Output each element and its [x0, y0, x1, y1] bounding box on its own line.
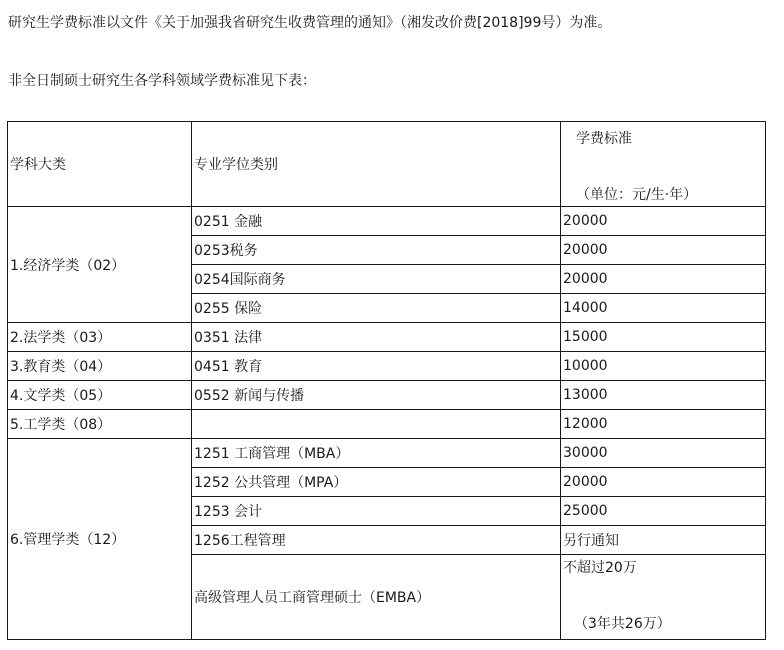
degree-cell: 1251 工商管理（MBA）	[192, 439, 561, 468]
header-fee-unit: （单位：元/生·年）	[576, 187, 698, 203]
degree-cell: 0451 教育	[192, 352, 561, 381]
fee-cell	[561, 555, 766, 640]
fee-cell: 20000	[561, 236, 766, 265]
fee-cell: 20000	[561, 468, 766, 497]
degree-cell: 0254国际商务	[192, 265, 561, 294]
fee-cell: 25000	[561, 497, 766, 526]
fee-cell: 15000	[561, 323, 766, 352]
fee-cell: 30000	[561, 439, 766, 468]
category-cell: 3.教育类（04）	[8, 352, 192, 381]
degree-cell: 0255 保险	[192, 294, 561, 323]
table-row	[8, 323, 766, 352]
fee-cell: 20000	[561, 265, 766, 294]
degree-cell: 1252 公共管理（MPA）	[192, 468, 561, 497]
category-cell: 5.工学类（08）	[8, 410, 192, 439]
degree-cell: 0552 新闻与传播	[192, 381, 561, 410]
category-cell: 2.法学类（03）	[8, 323, 192, 352]
intro-paragraph-fee-standard: 研究生学费标准以文件《关于加强我省研究生收费管理的通知》（湘发改价费[2018]99号）为准。	[8, 15, 612, 31]
degree-cell: 高级管理人员工商管理硕士（EMBA）	[192, 555, 561, 640]
degree-cell: 1253 会计	[192, 497, 561, 526]
header-fee-title: 学费标准	[576, 131, 632, 147]
category-cell: 1.经济学类（02）	[8, 207, 192, 323]
header-degree: 专业学位类别	[192, 122, 561, 207]
fee-cell: 10000	[561, 352, 766, 381]
fee-cap: 不超过20万	[563, 560, 637, 576]
fee-cell: 另行通知	[561, 526, 766, 555]
tuition-fee-table	[7, 121, 766, 640]
table-row	[8, 207, 766, 236]
degree-cell: 1256工程管理	[192, 526, 561, 555]
fee-cell: 13000	[561, 381, 766, 410]
table-row	[8, 439, 766, 468]
fee-cell: 12000	[561, 410, 766, 439]
category-cell: 6.管理学类（12）	[8, 439, 192, 640]
fee-cell: 14000	[561, 294, 766, 323]
category-cell: 4.文学类（05）	[8, 381, 192, 410]
degree-cell: 0253税务	[192, 236, 561, 265]
degree-cell: 0251 金融	[192, 207, 561, 236]
header-category: 学科大类	[8, 122, 192, 207]
table-row	[8, 352, 766, 381]
degree-cell: 0351 法律	[192, 323, 561, 352]
table-header-row	[8, 122, 766, 207]
intro-paragraph-table-caption: 非全日制硕士研究生各学科领域学费标准见下表：	[8, 73, 316, 89]
degree-cell	[192, 410, 561, 439]
fee-cell: 20000	[561, 207, 766, 236]
table-row	[8, 381, 766, 410]
header-fee	[561, 122, 766, 207]
fee-note: （3年共26万）	[574, 616, 671, 632]
table-row	[8, 410, 766, 439]
